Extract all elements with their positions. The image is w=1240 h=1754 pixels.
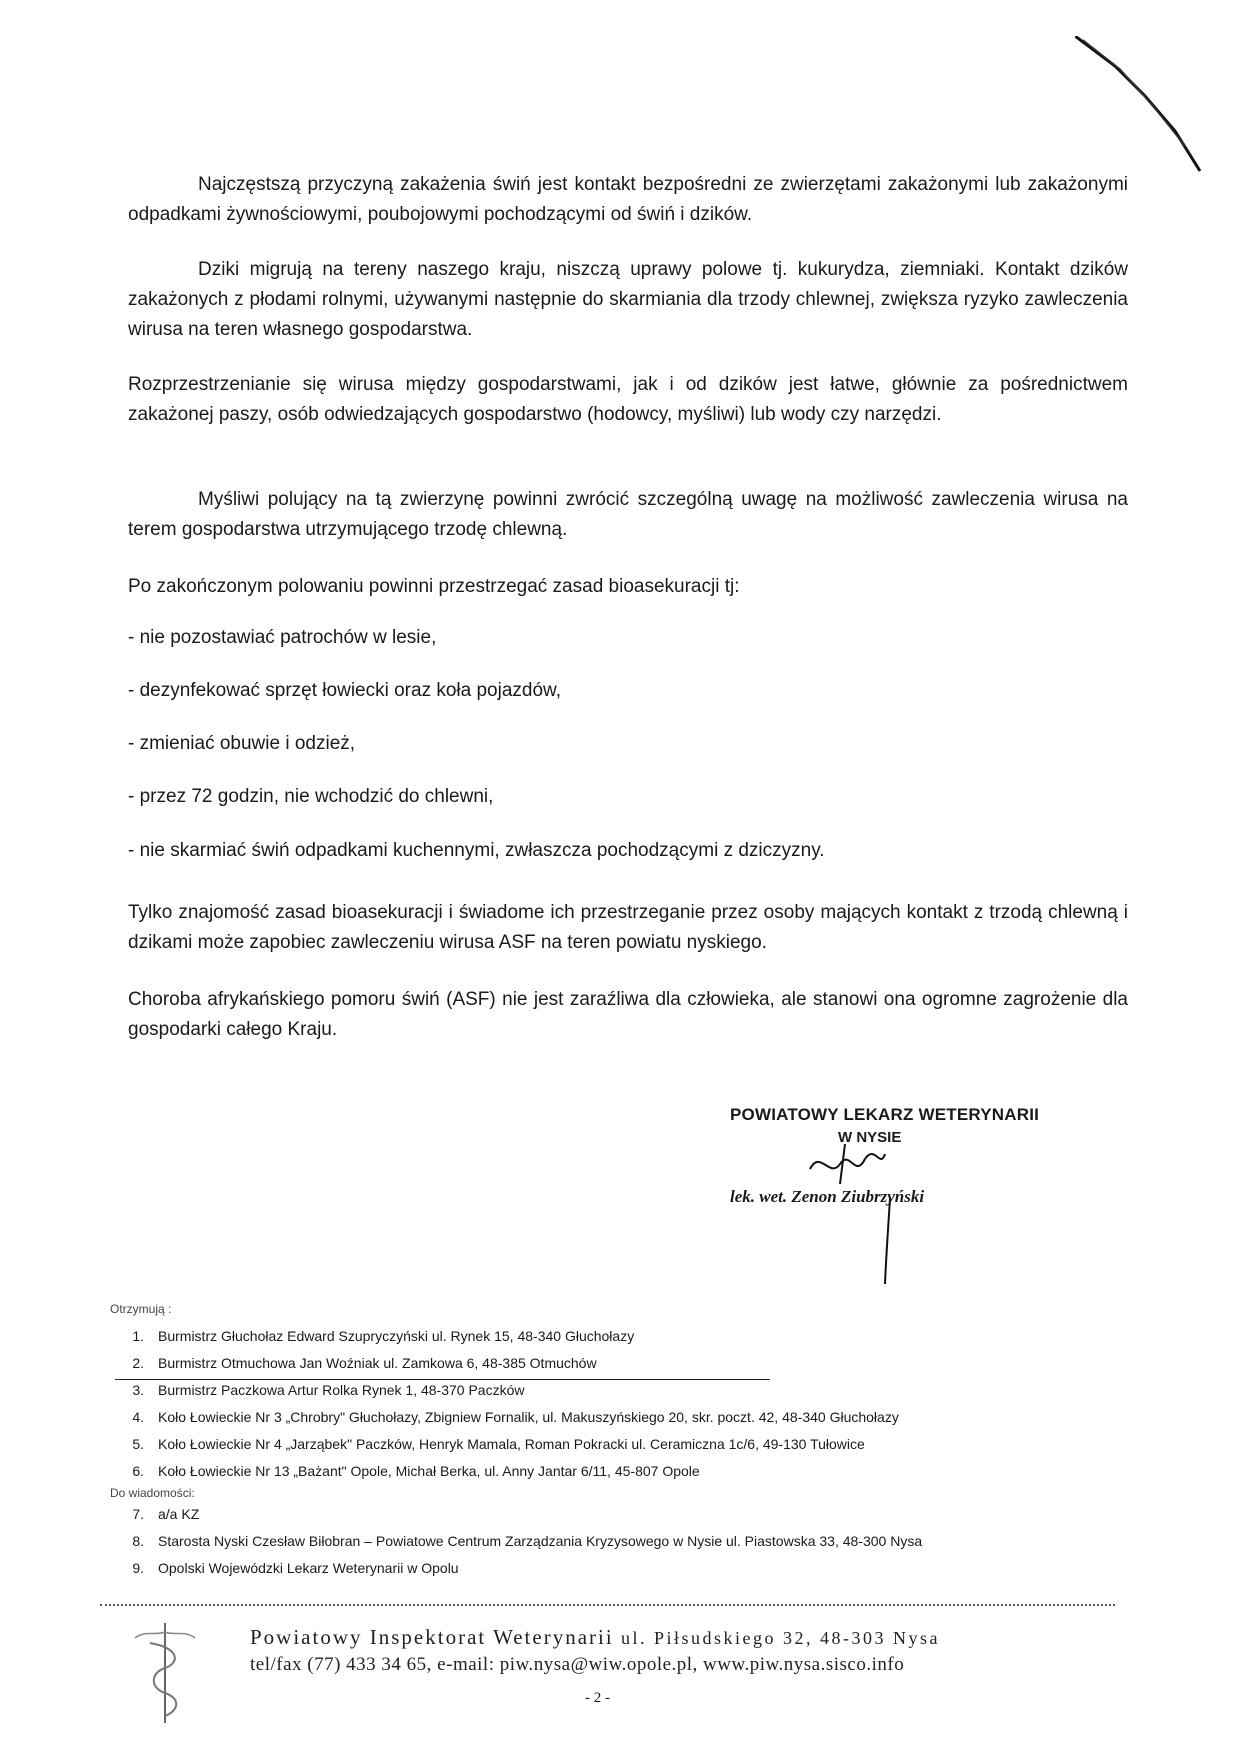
paragraph-infection-cause: Najczęstszą przyczyną zakażenia świń jest kontakt bezpośredni ze zwierzętami zakażonymi lub zakażonymi odpadkami żywnościowymi, poubojowymi pochodzącymi od świń i dzików.	[128, 174, 1128, 225]
info-number: 7.	[132, 1505, 144, 1522]
corner-pen-mark	[1075, 36, 1215, 186]
biosecurity-rule: - nie pozostawiać patrochów w lesie,	[128, 627, 437, 648]
recipient-item	[110, 1322, 1110, 1349]
recipient-text: Burmistrz Otmuchowa Jan Woźniak ul. Zamkowa 6, 48-385 Otmuchów	[158, 1354, 597, 1371]
biosecurity-rule: - zmieniać obuwie i odzież,	[128, 733, 356, 754]
paragraph-virus-spread: Rozprzestrzenianie się wirusa między gospodarstwami, jak i od dzików jest łatwe, głównie za pośrednictwem zakażonej paszy, osób odwiedzających gospodarstwo (hodowcy, myśliwi) lub wody czy narzędzi.	[128, 374, 1128, 425]
info-item	[110, 1554, 1110, 1581]
paragraph-asf-threat: Choroba afrykańskiego pomoru świń (ASF) nie jest zaraźliwa dla człowieka, ale stanowi ona ogromne zagrożenie dla gospodarki całego Kraju.	[128, 989, 1128, 1040]
signature-name: lek. wet. Zenon Ziubrzyński	[730, 1187, 925, 1206]
page-number: - 2 -	[585, 1690, 610, 1706]
recipient-text: Koło Łowieckie Nr 3 „Chrobry" Głuchołazy, Zbigniew Fornalik, ul. Makuszyńskiego 20, skr. poczt. 42, 48-340 Głuchołazy	[158, 1408, 899, 1425]
footer-contact: tel/fax (77) 433 34 65, e-mail: piw.nysa@wiw.opole.pl, www.piw.nysa.sisco.info	[250, 1654, 905, 1675]
footer-address: ul. Piłsudskiego 32, 48-303 Nysa	[620, 1628, 940, 1648]
signature-location: W NYSIE	[838, 1129, 902, 1146]
recipient-number: 1.	[132, 1327, 144, 1344]
recipient-number: 3.	[132, 1381, 144, 1398]
info-item	[110, 1527, 1110, 1554]
biosecurity-rule: - przez 72 godzin, nie wchodzić do chlewni,	[128, 786, 494, 807]
recipients-list	[110, 1302, 1110, 1581]
biosecurity-rule: - dezynfekować sprzęt łowiecki oraz koła pojazdów,	[128, 680, 561, 701]
biosecurity-rule: - nie skarmiać świń odpadkami kuchennymi, zwłaszcza pochodzącymi z dziczyzny.	[128, 840, 825, 861]
signature-block	[730, 1105, 1040, 1285]
paragraph-hunters: Myśliwi polujący na tą zwierzynę powinni zwrócić szczególną uwagę na możliwość zawleczenia wirusa na terem gospodarstwa utrzymującego trzodę chlewną.	[128, 489, 1128, 540]
footer-org: Powiatowy Inspektorat Weterynarii	[250, 1625, 614, 1649]
recipient-item	[110, 1376, 1110, 1403]
recipient-item	[110, 1430, 1110, 1457]
handwritten-signature	[790, 1139, 910, 1289]
recipient-number: 5.	[132, 1435, 144, 1452]
recipient-text: Burmistrz Paczkowa Artur Rolka Rynek 1, 48-370 Paczków	[158, 1381, 525, 1398]
recipient-number: 4.	[132, 1408, 144, 1425]
footer	[250, 1625, 1100, 1676]
recipient-underline	[115, 1379, 770, 1380]
info-item	[110, 1500, 1110, 1527]
recipient-number: 2.	[132, 1354, 144, 1371]
paragraph-wild-boars: Dziki migrują na tereny naszego kraju, niszczą uprawy polowe tj. kukurydza, ziemniaki. Kontakt dzików zakażonych z płodami rolnymi, używanymi następnie do skarmiania dla trzody chlewnej, zwiększa ryzyko zawleczenia wirusa na teren własnego gospodarstwa.	[128, 259, 1128, 340]
signature-title: POWIATOWY LEKARZ WETERYNARII	[730, 1105, 1040, 1124]
recipients-heading: Otrzymują :	[110, 1302, 172, 1316]
footer-divider	[100, 1604, 1115, 1606]
recipient-item	[110, 1457, 1110, 1484]
info-text: a/a KZ	[158, 1505, 200, 1522]
recipient-text: Burmistrz Głuchołaz Edward Szupryczyński ul. Rynek 15, 48-340 Głuchołazy	[158, 1327, 635, 1344]
info-heading: Do wiadomości:	[110, 1486, 195, 1500]
info-text: Opolski Wojewódzki Lekarz Weterynarii w Opolu	[158, 1559, 459, 1576]
paragraph-biosecurity-intro: Po zakończonym polowaniu powinni przestrzegać zasad bioasekuracji tj:	[128, 576, 740, 597]
info-number: 8.	[132, 1532, 144, 1549]
paragraph-awareness: Tylko znajomość zasad bioasekuracji i świadome ich przestrzeganie przez osoby mających kontakt z trzodą chlewną i dzikami może zapobiec zawleczeniu wirusa ASF na teren powiatu nyskiego.	[128, 902, 1128, 953]
info-text: Starosta Nyski Czesław Biłobran – Powiatowe Centrum Zarządzania Kryzysowego w Nysie ul. Piastowska 33, 48-300 Nysa	[158, 1532, 923, 1549]
recipient-text: Koło Łowieckie Nr 13 „Bażant" Opole, Michał Berka, ul. Anny Jantar 6/11, 45-807 Opole	[158, 1462, 700, 1479]
footer-org-line	[250, 1625, 1100, 1650]
recipient-number: 6.	[132, 1462, 144, 1479]
info-number: 9.	[132, 1559, 144, 1576]
recipient-text: Koło Łowieckie Nr 4 „Jarząbek" Paczków, Henryk Mamala, Roman Pokracki ul. Ceramiczna 1c/6, 49-130 Tułowice	[158, 1435, 865, 1452]
recipient-item	[110, 1403, 1110, 1430]
caduceus-logo-icon	[125, 1618, 205, 1728]
recipient-item	[110, 1349, 1110, 1376]
